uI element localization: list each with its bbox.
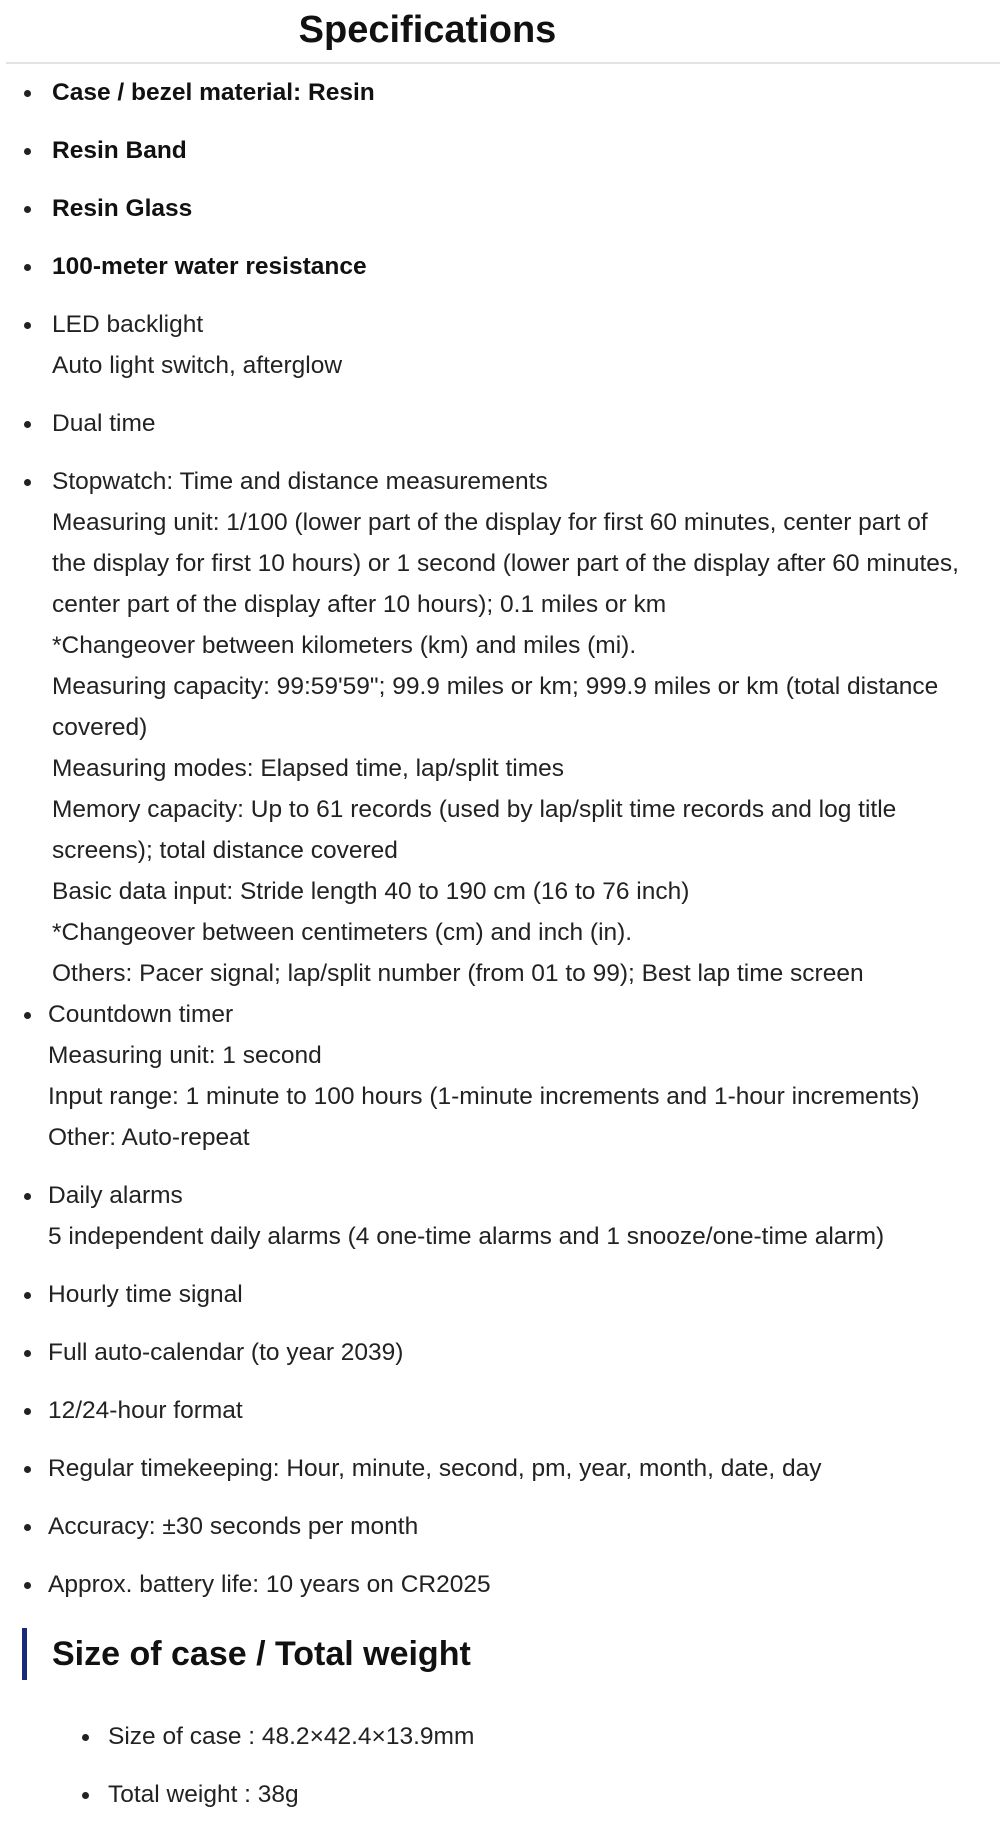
spec-line: 5 independent daily alarms (4 one-time alarms and 1 snooze/one-time alarm) — [48, 1223, 885, 1250]
spec-line: Input range: 1 minute to 100 hours (1-minute increments and 1-hour increments) — [48, 1083, 920, 1110]
size-item-case — [0, 1716, 1000, 1757]
bullet-icon — [24, 1012, 31, 1019]
spec-item-auto-calendar — [0, 1332, 1000, 1373]
spec-line: Full auto-calendar (to year 2039) — [48, 1339, 404, 1366]
spec-line: Memory capacity: Up to 61 records (used by lap/split time records and log title — [52, 796, 897, 823]
spec-line: Daily alarms — [48, 1182, 183, 1209]
spec-list — [0, 72, 1000, 1622]
spec-line: Measuring unit: 1 second — [48, 1042, 322, 1069]
spec-line: Other: Auto-repeat — [48, 1124, 250, 1151]
spec-line: Stopwatch: Time and distance measurements — [52, 468, 548, 495]
size-list — [0, 1716, 1000, 1832]
bullet-icon — [24, 1408, 31, 1415]
spec-line: Countdown timer — [48, 1001, 234, 1028]
spec-item-dual-time — [0, 403, 1000, 444]
spec-line: Measuring unit: 1/100 (lower part of the display for first 60 minutes, center part of — [52, 509, 928, 536]
spec-line: 12/24-hour format — [48, 1397, 243, 1424]
spec-line: Size of case : 48.2×42.4×13.9mm — [108, 1723, 475, 1750]
size-item-weight — [0, 1774, 1000, 1815]
spec-line: covered) — [52, 714, 148, 741]
spec-item-hour-format — [0, 1390, 1000, 1431]
spec-line: Hourly time signal — [48, 1281, 243, 1308]
bullet-icon — [24, 1582, 31, 1589]
bullet-icon — [24, 421, 31, 428]
spec-line: Resin Band — [52, 137, 187, 164]
spec-line: center part of the display after 10 hours); 0.1 miles or km — [52, 591, 667, 618]
spec-line: screens); total distance covered — [52, 837, 398, 864]
bullet-icon — [24, 1524, 31, 1531]
page-title: Specifications — [298, 9, 557, 51]
bullet-icon — [24, 148, 31, 155]
spec-line: 100-meter water resistance — [52, 253, 367, 280]
bullet-icon — [24, 322, 31, 329]
spec-line: Dual time — [52, 410, 156, 437]
spec-line: Case / bezel material: Resin — [52, 79, 375, 106]
bullet-icon — [24, 1193, 31, 1200]
spec-item-hourly-signal — [0, 1274, 1000, 1315]
spec-item-glass — [0, 188, 1000, 229]
spec-line: Resin Glass — [52, 195, 193, 222]
bullet-icon — [24, 1466, 31, 1473]
spec-line: the display for first 10 hours) or 1 second (lower part of the display after 60 minutes, — [52, 550, 959, 577]
spec-item-accuracy — [0, 1506, 1000, 1547]
spec-item-water-resistance — [0, 246, 1000, 287]
spec-item-countdown-timer — [0, 994, 1000, 1158]
spec-item-backlight — [0, 304, 1000, 386]
spec-line: Measuring capacity: 99:59'59"; 99.9 miles or km; 999.9 miles or km (total distance — [52, 673, 939, 700]
spec-item-daily-alarms — [0, 1175, 1000, 1257]
bullet-icon — [24, 90, 31, 97]
spec-item-timekeeping — [0, 1448, 1000, 1489]
spec-line: *Changeover between kilometers (km) and miles (mi). — [52, 632, 637, 659]
spec-line: Auto light switch, afterglow — [52, 352, 343, 379]
spec-item-band — [0, 130, 1000, 171]
spec-line: Others: Pacer signal; lap/split number (from 01 to 99); Best lap time screen — [52, 960, 864, 987]
bullet-icon — [24, 264, 31, 271]
spec-line: *Changeover between centimeters (cm) and inch (in). — [52, 919, 633, 946]
spec-item-battery-life — [0, 1564, 1000, 1605]
bullet-icon — [24, 1292, 31, 1299]
title-divider — [6, 62, 1000, 64]
section-heading-size-weight: Size of case / Total weight — [22, 1628, 471, 1680]
spec-line: Approx. battery life: 10 years on CR2025 — [48, 1571, 491, 1598]
spec-line: Regular timekeeping: Hour, minute, second, pm, year, month, date, day — [48, 1455, 822, 1482]
bullet-icon — [24, 1350, 31, 1357]
spec-line: Measuring modes: Elapsed time, lap/split times — [52, 755, 564, 782]
spec-line: Accuracy: ±30 seconds per month — [48, 1513, 419, 1540]
bullet-icon — [24, 479, 31, 486]
spec-item-case-material — [0, 72, 1000, 113]
bullet-icon — [24, 206, 31, 213]
spec-line: Basic data input: Stride length 40 to 190 cm (16 to 76 inch) — [52, 878, 690, 905]
bullet-icon — [82, 1734, 89, 1741]
spec-line: Total weight : 38g — [108, 1781, 299, 1808]
bullet-icon — [82, 1792, 89, 1799]
spec-line: LED backlight — [52, 311, 204, 338]
spec-item-stopwatch — [0, 461, 1000, 994]
